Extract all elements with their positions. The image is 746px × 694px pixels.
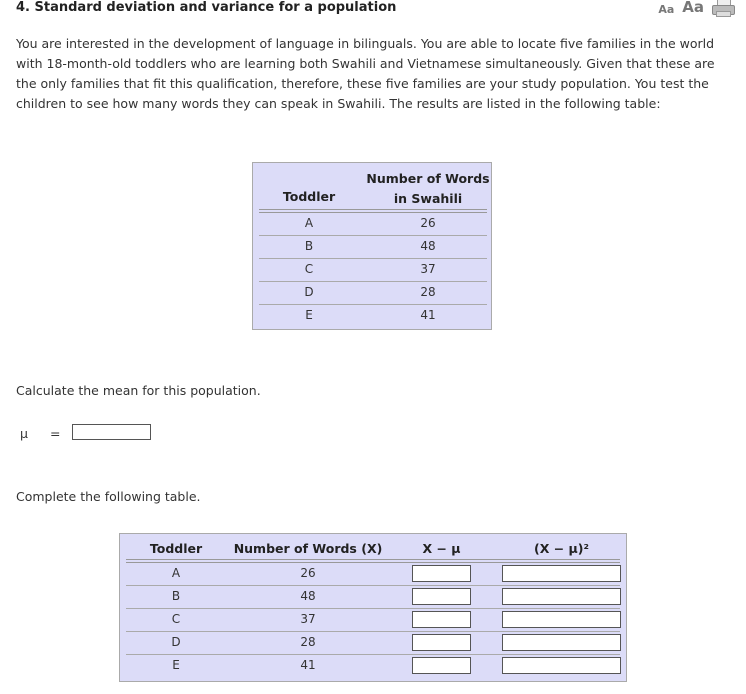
deviation-table [119,533,627,682]
deviation-input[interactable] [412,611,471,628]
words-x-header: Number of Words (X) [233,541,383,556]
squared-deviation-header: (X − μ)² [534,541,589,556]
deviation-header: X − μ [422,541,461,556]
swahili-words-table [252,162,492,330]
deviation-input[interactable] [412,565,471,582]
table-row: D 28 [126,631,620,655]
table-row: A 26 [126,562,620,586]
printer-icon[interactable] [712,0,734,16]
mean-prompt: Calculate the mean for this population. [16,383,261,398]
table-row: C 37 [259,258,487,282]
words-header: Number of Words in Swahili [366,171,490,206]
equals-sign: = [50,426,61,441]
question-intro: You are interested in the development of language in bilinguals. You are able to locate five families in the world with 18-month-old toddlers who are learning both Swahili and Vietnamese simultaneously. Given that these are the only families that fit this qualification, therefore, these five families are your study population. You test the children to see how many words they can speak in Swahili. The results are listed in the following table: [16,36,715,111]
decrease-font-button[interactable]: Aa [658,2,675,16]
question-title: 4. Standard deviation and variance for a population [16,0,397,15]
table-row: B 48 [259,235,487,259]
deviation-input[interactable] [412,588,471,605]
deviation-input[interactable] [412,657,471,674]
table-row: D 28 [259,281,487,305]
squared-deviation-input[interactable] [502,634,621,651]
table-row: A 26 [259,212,487,236]
table-row: C 37 [126,608,620,632]
deviation-input[interactable] [412,634,471,651]
mean-input[interactable] [72,424,151,440]
toddler-header: Toddler [282,189,336,204]
squared-deviation-input[interactable] [502,588,621,605]
toddler-header: Toddler [149,541,203,556]
mu-symbol: μ [20,426,28,441]
increase-font-button[interactable]: Aa [682,0,704,16]
squared-deviation-input[interactable] [502,565,621,582]
table-row: E 41 [126,654,620,677]
squared-deviation-input[interactable] [502,611,621,628]
table-row: B 48 [126,585,620,609]
table-prompt: Complete the following table. [16,489,201,504]
font-controls [658,0,734,16]
table-row: E 41 [305,308,436,322]
squared-deviation-input[interactable] [502,657,621,674]
